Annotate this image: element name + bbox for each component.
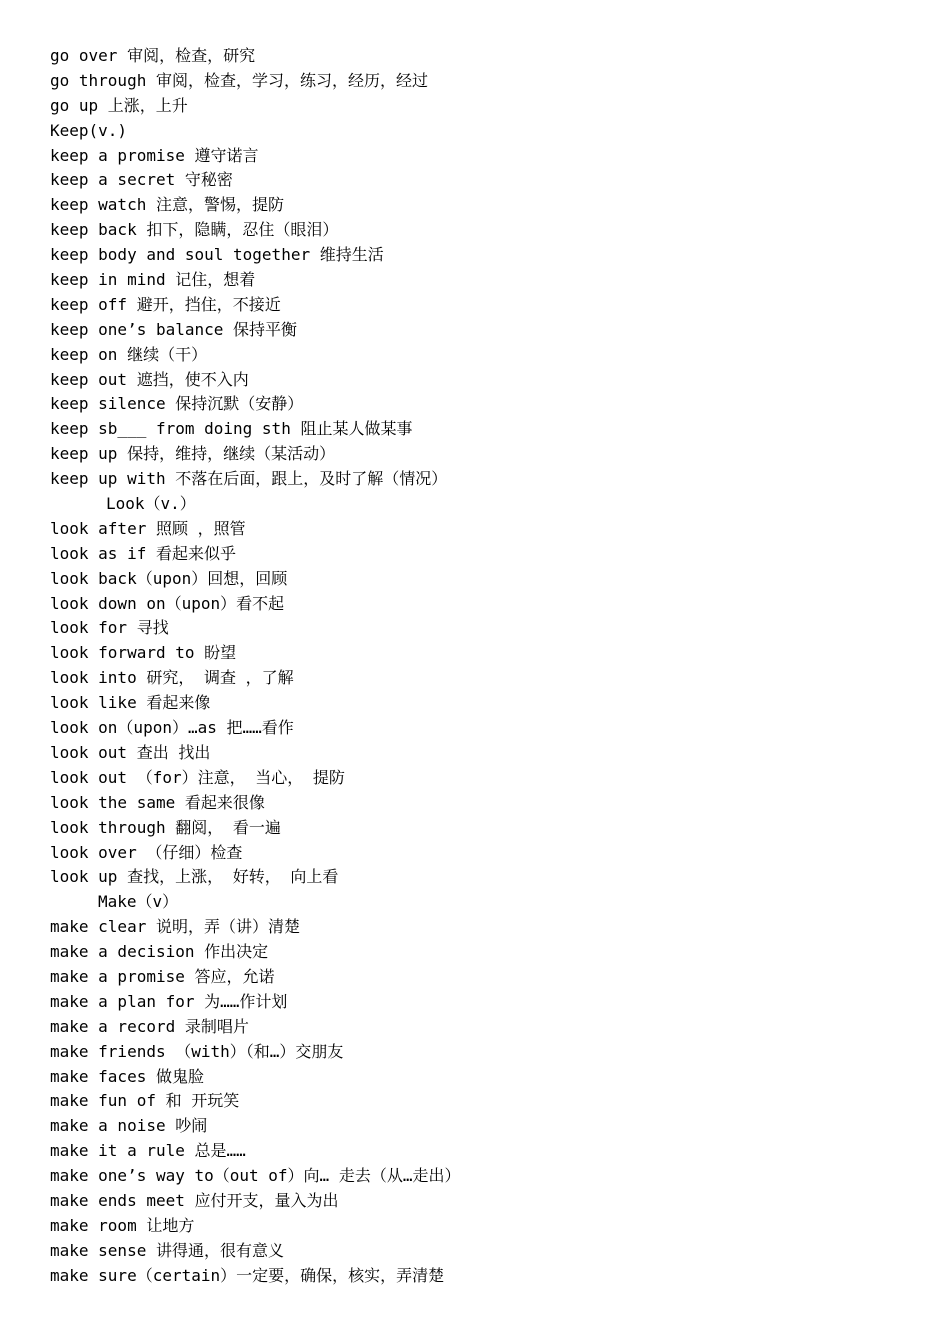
phrase-line: make clear 说明，弄（讲）清楚 bbox=[50, 917, 300, 937]
phrase-line: keep back 扣下，隐瞒，忍住（眼泪） bbox=[50, 220, 339, 240]
phrase-line: go over 审阅，检查，研究 bbox=[50, 46, 256, 65]
phrase-line: look forward to 盼望 bbox=[50, 643, 237, 663]
phrase-line: go up 上涨，上升 bbox=[50, 95, 188, 115]
phrase-line: keep off 避开，挡住，不接近 bbox=[50, 294, 281, 314]
section-heading: Make（v） bbox=[98, 892, 179, 912]
phrase-line: keep sb___ from doing sth 阻止某人做某事 bbox=[50, 419, 413, 439]
phrase-line: Keep(v.) bbox=[50, 120, 128, 140]
phrase-line: look over （仔细）检查 bbox=[50, 842, 243, 862]
phrase-line: keep one’s balance 保持平衡 bbox=[50, 319, 298, 339]
phrase-line: keep up 保持，维持，继续（某活动） bbox=[50, 444, 336, 464]
phrase-line: keep a secret 守秘密 bbox=[50, 170, 233, 190]
phrase-line: keep a promise 遵守诺言 bbox=[50, 145, 259, 165]
phrase-line: make room 让地方 bbox=[50, 1215, 195, 1235]
phrase-line: keep up with 不落在后面，跟上，及时了解（情况） bbox=[50, 469, 448, 489]
phrase-line: make faces 做鬼脸 bbox=[50, 1066, 204, 1086]
phrase-line: make fun of 和 开玩笑 bbox=[50, 1091, 240, 1111]
phrase-line: make a promise 答应，允诺 bbox=[50, 966, 275, 986]
phrase-line: make sense 讲得通，很有意义 bbox=[50, 1240, 284, 1260]
phrase-line: look after 照顾 ，照管 bbox=[50, 518, 246, 538]
phrase-line: make a noise 吵闹 bbox=[50, 1116, 208, 1136]
phrase-line: look into 研究， 调查 ，了解 bbox=[50, 668, 294, 688]
phrase-line: make one’s way to（out of）向… 走去（从…走出） bbox=[50, 1166, 461, 1186]
phrase-line: keep in mind 记住，想着 bbox=[50, 270, 256, 290]
phrase-line: make friends （with）（和…）交朋友 bbox=[50, 1041, 344, 1061]
phrase-line: make ends meet 应付开支，量入为出 bbox=[50, 1190, 339, 1210]
phrase-line: look out 查出 找出 bbox=[50, 742, 211, 762]
phrase-line: look through 翻阅， 看一遍 bbox=[50, 817, 281, 837]
phrase-line: make it a rule 总是…… bbox=[50, 1141, 246, 1161]
phrase-line: look for 寻找 bbox=[50, 618, 169, 638]
phrase-line: look up 查找，上涨， 好转， 向上看 bbox=[50, 867, 339, 887]
phrase-line: go through 审阅，检查，学习，练习，经历，经过 bbox=[50, 70, 428, 90]
phrase-line: make a record 录制唱片 bbox=[50, 1016, 249, 1036]
phrase-line: look as if 看起来似乎 bbox=[50, 543, 236, 563]
section-heading: Look（v.） bbox=[106, 494, 196, 514]
phrase-line: keep silence 保持沉默（安静） bbox=[50, 394, 304, 414]
phrase-line: make sure（certain）一定要，确保，核实，弄清楚 bbox=[50, 1265, 445, 1285]
phrase-line: keep watch 注意，警惕，提防 bbox=[50, 195, 284, 215]
phrase-line: look out （for）注意， 当心， 提防 bbox=[50, 767, 345, 787]
phrase-list bbox=[50, 44, 910, 1289]
phrase-line: look the same 看起来很像 bbox=[50, 792, 265, 812]
phrase-line: make a plan for 为……作计划 bbox=[50, 991, 288, 1011]
phrase-line: look like 看起来像 bbox=[50, 693, 211, 713]
phrase-line: keep on 继续（干） bbox=[50, 344, 208, 364]
phrase-line: look on（upon）…as 把……看作 bbox=[50, 718, 294, 738]
phrase-line: look back（upon）回想，回顾 bbox=[50, 568, 288, 588]
phrase-line: look down on（upon）看不起 bbox=[50, 593, 285, 613]
phrase-line: make a decision 作出决定 bbox=[50, 942, 269, 962]
phrase-line: keep out 遮挡，使不入内 bbox=[50, 369, 249, 389]
phrase-line: keep body and soul together 维持生活 bbox=[50, 245, 384, 265]
